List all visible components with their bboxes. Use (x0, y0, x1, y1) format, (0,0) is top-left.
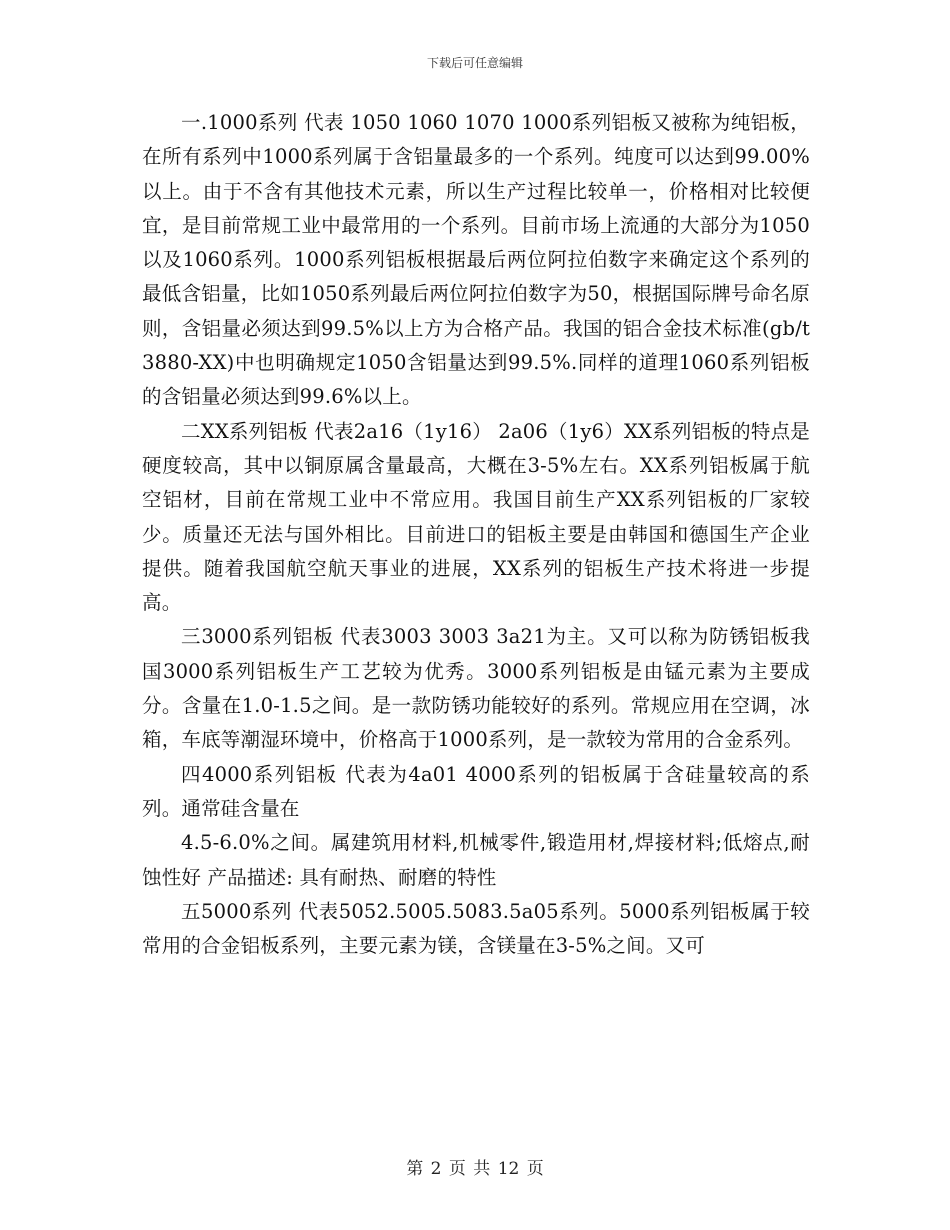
paragraph-5000-series: 五5000系列 代表5052.5005.5083.5a05系列。5000系列铝板属于较常用的合金铝板系列，主要元素为镁，含镁量在3-5%之间。又可 (142, 899, 810, 958)
paragraph-1000-series: 一.1000系列 代表 1050 1060 1070 1000系列铝板又被称为纯铝板，在所有系列中1000系列属于含铝量最多的一个系列。纯度可以达到99.00%以上。由于不含有其他技术元素，所以生产过程比较单一，价格相对比较便宜，是目前常规工业中最常用的一个系列。目前市场上流通的大部分为1050以及1060系列。1000系列铝板根据最后两位阿拉伯数字来确定这个系列的最低含铝量，比如1050系列最后两位阿拉伯数字为50，根据国际牌号命名原则，含铝量必须达到99.5%以上方为合格产品。我国的铝合金技术标准(gb/t3880-XX)中也明确规定1050含铝量达到99.5%.同样的道理1060系列铝板的含铝量必须达到99.6%以上。 (142, 111, 810, 409)
document-body (142, 106, 810, 963)
page-number-footer: 第 2 页 共 12 页 (406, 1159, 544, 1179)
paragraph-3000-series: 三3000系列铝板 代表3003 3003 3a21为主。又可以称为防锈铝板我国3000系列铝板生产工艺较为优秀。3000系列铝板是由锰元素为主要成分。含量在1.0-1.5之间。是一款防锈功能较好的系列。常规应用在空调，冰箱，车底等潮湿环境中，价格高于1000系列，是一款较为常用的合金系列。 (142, 625, 810, 752)
paragraph-4000-series: 四4000系列铝板 代表为4a01 4000系列的铝板属于含硅量较高的系列。通常硅含量在 (142, 762, 810, 820)
paragraph-4000-series-continued: 4.5-6.0%之间。属建筑用材料,机械零件,锻造用材,焊接材料;低熔点,耐蚀性好 产品描述: 具有耐热、耐磨的特性 (142, 831, 810, 889)
page-header-note: 下载后可任意编辑 (426, 56, 523, 70)
paragraph-xx-series: 二XX系列铝板 代表2a16（1y16） 2a06（1y6）XX系列铝板的特点是硬度较高，其中以铜原属含量最高，大概在3-5%左右。XX系列铝板属于航空铝材，目前在常规工业中不常应用。我国目前生产XX系列铝板的厂家较少。质量还无法与国外相比。目前进口的铝板主要是由韩国和德国生产企业提供。随着我国航空航天事业的进展，XX系列的铝板生产技术将进一步提高。 (142, 419, 810, 615)
